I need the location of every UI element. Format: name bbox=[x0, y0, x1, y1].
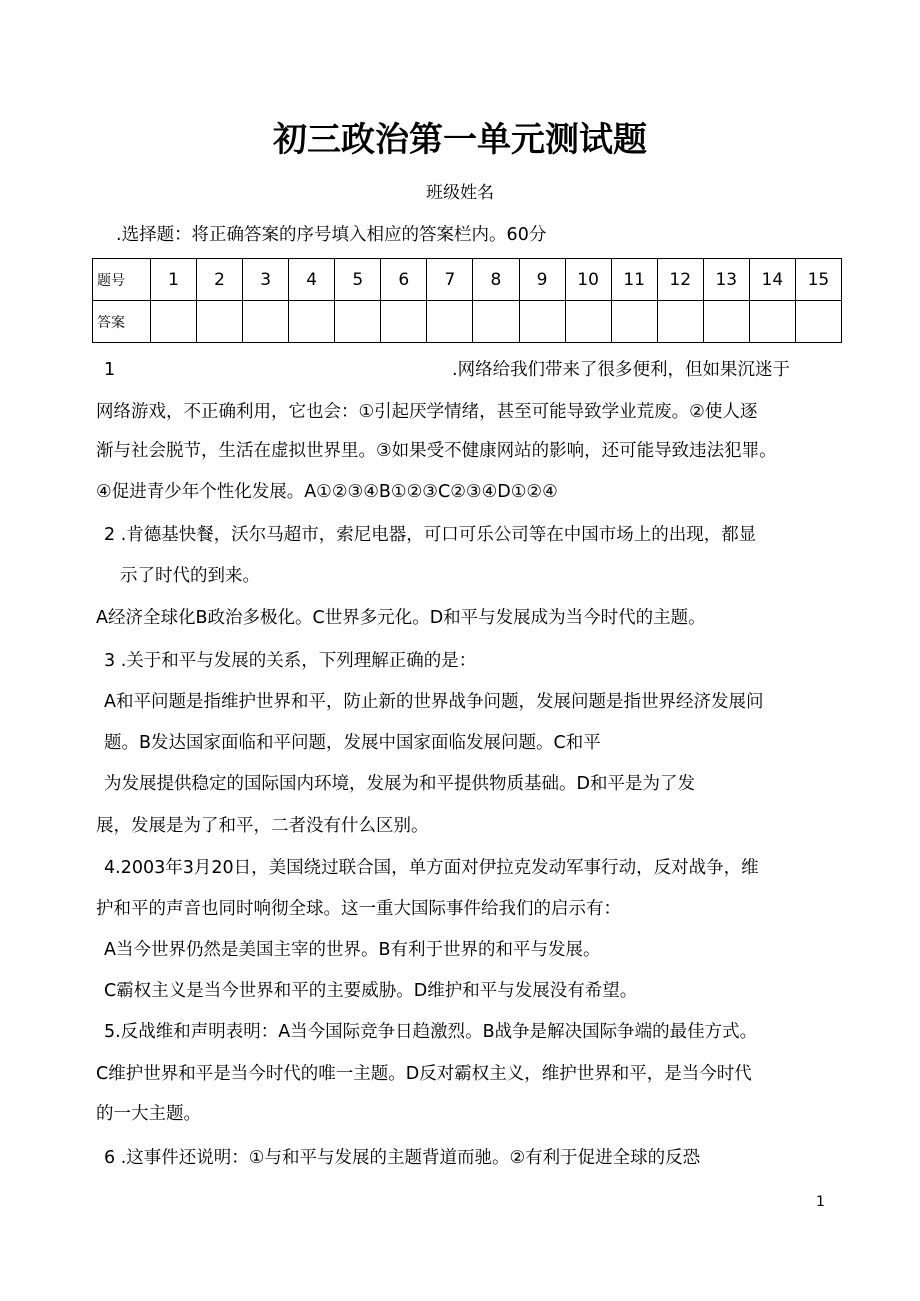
question-number-cell: 4 bbox=[289, 259, 335, 301]
question-number-cell: 3 bbox=[243, 259, 289, 301]
answer-cell[interactable] bbox=[795, 301, 841, 343]
question-1-options: ④促进青少年个性化发展。A①②③④B①②③C②③④D①②④ bbox=[96, 482, 558, 502]
question-number-cell: 6 bbox=[381, 259, 427, 301]
answer-table bbox=[92, 258, 842, 343]
row-label: 题号 bbox=[93, 259, 151, 301]
answer-cell[interactable] bbox=[611, 301, 657, 343]
question-4-line: 护和平的声音也同时响彻全球。这一重大国际事件给我们的启示有： bbox=[96, 899, 621, 919]
answer-cell[interactable] bbox=[473, 301, 519, 343]
section-heading: .选择题：将正确答案的序号填入相应的答案栏内。60分 bbox=[116, 225, 547, 245]
class-name-line: 班级姓名 bbox=[426, 183, 494, 203]
page-number: 1 bbox=[816, 1194, 825, 1210]
question-3-line: 为发展提供稳定的国际国内环境，发展为和平提供物质基础。D和平是为了发 bbox=[104, 774, 695, 794]
page-title: 初三政治第一单元测试题 bbox=[273, 120, 647, 160]
row-label: 答案 bbox=[93, 301, 151, 343]
question-4-options: A当今世界仍然是美国主宰的世界。B有利于世界的和平与发展。 bbox=[104, 940, 601, 960]
question-number-cell: 7 bbox=[427, 259, 473, 301]
question-number-cell: 2 bbox=[197, 259, 243, 301]
question-5-line: 的一大主题。 bbox=[96, 1104, 201, 1124]
question-number-cell: 12 bbox=[657, 259, 703, 301]
question-number-cell: 10 bbox=[565, 259, 611, 301]
answer-cell[interactable] bbox=[565, 301, 611, 343]
question-1-line: 渐与社会脱节，生活在虚拟世界里。③如果受不健康网站的影响，还可能导致违法犯罪。 bbox=[96, 441, 777, 461]
question-number-cell: 1 bbox=[151, 259, 197, 301]
answer-cell[interactable] bbox=[703, 301, 749, 343]
answer-cell[interactable] bbox=[243, 301, 289, 343]
question-3-line: 题。B发达国家面临和平问题，发展中国家面临发展问题。C和平 bbox=[104, 733, 601, 753]
question-number-cell: 14 bbox=[749, 259, 795, 301]
answer-cell[interactable] bbox=[197, 301, 243, 343]
question-3-line: 3 .关于和平与发展的关系，下列理解正确的是： bbox=[104, 651, 477, 671]
answer-cell[interactable] bbox=[289, 301, 335, 343]
answer-cell[interactable] bbox=[427, 301, 473, 343]
question-number-cell: 8 bbox=[473, 259, 519, 301]
question-2-line: 示了时代的到来。 bbox=[120, 566, 260, 586]
question-1-line: 网络游戏，不正确利用，它也会：①引起厌学情绪，甚至可能导致学业荒废。②使人逐 bbox=[96, 402, 758, 422]
question-4-options: C霸权主义是当今世界和平的主要威胁。D维护和平与发展没有希望。 bbox=[104, 981, 638, 1001]
question-1-number: 1 bbox=[104, 360, 116, 380]
question-number-cell: 9 bbox=[519, 259, 565, 301]
question-3-line: A和平问题是指维护世界和平，防止新的世界战争问题，发展问题是指世界经济发展问 bbox=[104, 692, 764, 712]
question-2-line: 2 .肯德基快餐，沃尔马超市，索尼电器，可口可乐公司等在中国市场上的出现，都显 bbox=[104, 525, 757, 545]
answer-row bbox=[93, 301, 842, 343]
question-5-line: C维护世界和平是当今时代的唯一主题。D反对霸权主义，维护世界和平，是当今时代 bbox=[96, 1064, 752, 1084]
answer-cell[interactable] bbox=[335, 301, 381, 343]
question-number-cell: 5 bbox=[335, 259, 381, 301]
answer-cell[interactable] bbox=[151, 301, 197, 343]
answer-cell[interactable] bbox=[381, 301, 427, 343]
question-number-cell: 15 bbox=[795, 259, 841, 301]
question-number-cell: 13 bbox=[703, 259, 749, 301]
question-number-row bbox=[93, 259, 842, 301]
question-4-line: 4.2003年3月20日，美国绕过联合国，单方面对伊拉克发动军事行动，反对战争，维 bbox=[104, 858, 759, 878]
question-1-line: .网络给我们带来了很多便利，但如果沉迷于 bbox=[452, 360, 791, 380]
question-3-line: 展，发展是为了和平，二者没有什么区别。 bbox=[96, 816, 429, 836]
question-5-line: 5.反战维和声明表明：A当今国际竞争日趋激烈。B战争是解决国际争端的最佳方式。 bbox=[104, 1022, 758, 1042]
answer-cell[interactable] bbox=[749, 301, 795, 343]
question-number-cell: 11 bbox=[611, 259, 657, 301]
question-6-line: 6 .这事件还说明：①与和平与发展的主题背道而驰。②有利于促进全球的反恐 bbox=[104, 1148, 701, 1168]
question-2-options: A经济全球化B政治多极化。C世界多元化。D和平与发展成为当今时代的主题。 bbox=[96, 608, 706, 628]
answer-cell[interactable] bbox=[519, 301, 565, 343]
answer-cell[interactable] bbox=[657, 301, 703, 343]
